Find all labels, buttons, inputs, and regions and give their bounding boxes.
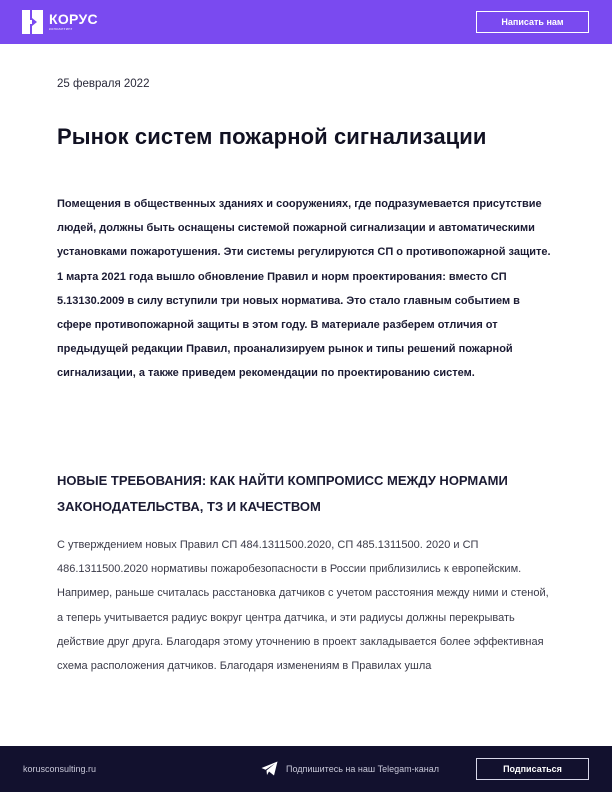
logo-subtitle: консалтинг bbox=[49, 26, 73, 31]
korus-logo[interactable] bbox=[22, 10, 98, 34]
section-title: НОВЫЕ ТРЕБОВАНИЯ: КАК НАЙТИ КОМПРОМИСС МЕЖДУ НОРМАМИ ЗАКОНОДАТЕЛЬСТВА, ТЗ И КАЧЕСТВОМ bbox=[57, 473, 508, 514]
telegram-cta-text[interactable]: Подпишитесь на наш Telegam-канал bbox=[286, 764, 439, 774]
site-link[interactable]: korusconsulting.ru bbox=[23, 764, 97, 774]
site-header bbox=[0, 0, 612, 44]
article-body: С утверждением новых Правил СП 484.1311500.2020, СП 485.1311500. 2020 и СП 486.1311500.2020 нормативы пожаробезопасности в России приблизились к европейским. Например, раньше считалась расстановка датчиков с учетом расстояния между ними и стеной, а теперь учитывается радиус вокруг центра датчика, и эти радиусы должны перекрывать действие друг друга. Благодаря этому уточнению в проект закладывается более эффективная схема расположения датчиков. Благодаря изменениям в Правилах ушла bbox=[57, 539, 549, 673]
logo-name: КОРУС bbox=[49, 11, 98, 27]
korus-logo-icon bbox=[22, 10, 43, 34]
site-footer bbox=[0, 746, 612, 792]
article-date: 25 февраля 2022 bbox=[57, 78, 150, 90]
subscribe-button[interactable]: Подписаться bbox=[476, 758, 589, 780]
write-us-button[interactable]: Написать нам bbox=[476, 11, 589, 33]
telegram-icon bbox=[261, 761, 278, 776]
article-title: Рынок систем пожарной сигнализации bbox=[57, 124, 487, 149]
article-lead: Помещения в общественных зданиях и сооружениях, где подразумевается присутствие людей, должны быть оснащены системой пожарной сигнализации и автоматическими установками пожаротушения. Эти системы регулируются СП о противопожарной защите. 1 марта 2021 года вышло обновление Правил и норм проектирования: вместо СП 5.13130.2009 в силу вступили три новых норматива. Это стало главным событием в сфере противопожарной защиты в этом году. В материале разберем отличия от предыдущей редакции Правил, проанализируем рынок и типы решений пожарной сигнализации, а также приведем рекомендации по проектированию систем. bbox=[57, 198, 551, 380]
